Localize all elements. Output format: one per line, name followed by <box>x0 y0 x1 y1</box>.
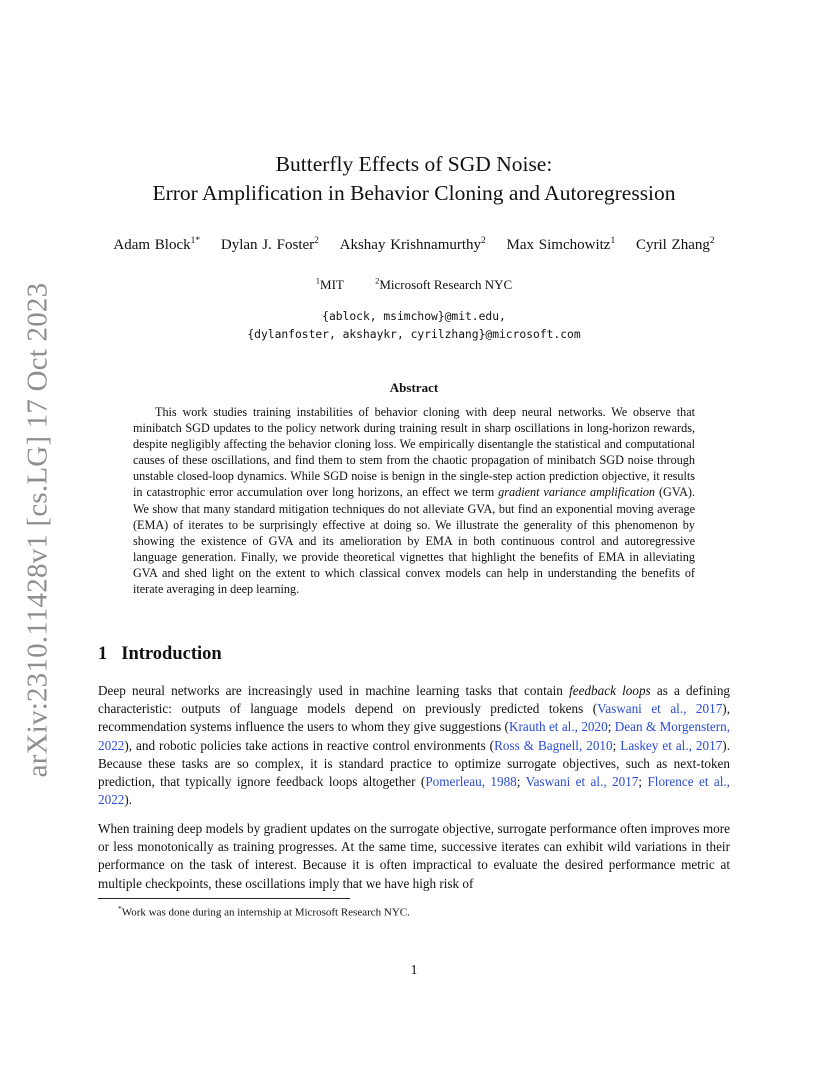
author <box>636 237 715 253</box>
intro-paragraph-2: When training deep models by gradient updates on the surrogate objective, surrogate performance often improves more or less monotonically as training progresses. At the same time, successive iterates can exhibit wild variations in their performance on the task of interest. Because it is often impractical to evaluate the desired performance metric at multiple checkpoints, these oscillations imply that we have high risk of <box>98 821 730 891</box>
affiliation-mark: 1 <box>315 276 321 286</box>
title-line-2: Error Amplification in Behavior Cloning and Autoregression <box>152 181 676 205</box>
author-name: Adam Block <box>113 237 191 253</box>
affiliation <box>375 277 512 292</box>
abstract-text <box>133 404 695 597</box>
text-segment: ; <box>612 737 621 753</box>
section-heading <box>98 644 222 665</box>
intro-paragraph-1 <box>98 682 730 809</box>
page-number: 1 <box>410 962 418 977</box>
text-segment: Deep neural networks are increasingly used in machine learning tasks that contain <box>98 683 570 698</box>
author-name: Cyril Zhang <box>635 237 710 253</box>
author-affiliation-mark: 1 <box>610 236 616 246</box>
author-affiliation-mark: 2 <box>709 236 715 246</box>
arxiv-identifier-stamp <box>12 282 64 778</box>
text-segment: ; <box>516 774 526 790</box>
author-affiliation-mark: 1* <box>190 236 201 246</box>
citation-link[interactable]: Ross & Bagnell, 2010 <box>494 737 613 753</box>
author-name: Max Simchowitz <box>506 237 611 253</box>
citation-link[interactable]: Pomerleau, 1988 <box>425 774 517 790</box>
abstract-segment: (GVA). We show that many standard mitigation techniques do not alleviate GVA, but find an exponential moving average (EMA) of iterates to be surprisingly effective at doing so. We illustrate the generality of this phenomenon by showing the existence of GVA and its amelioration by EMA in both continuous control and autoregressive language generation. Finally, we provide theoretical vignettes that highlight the benefits of EMA in alleviating GVA and shed light on the extent to which classical convex models can help in understanding the benefits of iterate averaging in deep learning. <box>133 485 695 597</box>
footnote <box>118 904 410 919</box>
author-list <box>0 236 828 254</box>
abstract-emphasis: gradient variance amplification <box>498 485 656 500</box>
text-segment: ; <box>638 774 648 790</box>
author-name: Dylan J. Foster <box>220 237 315 253</box>
footnote-text: Work was done during an internship at Microsoft Research NYC. <box>121 906 410 919</box>
author-affiliation-mark: 2 <box>314 236 319 246</box>
email-line[interactable]: {ablock, msimchow}@mit.edu, <box>322 310 506 323</box>
affiliation <box>316 277 344 292</box>
author <box>221 237 319 253</box>
author-affiliation-mark: 2 <box>481 236 486 246</box>
author-name: Akshay Krishnamurthy <box>339 237 482 253</box>
text-segment: ; <box>607 719 615 735</box>
section-number: 1 <box>98 644 108 664</box>
footnote-mark: * <box>118 904 122 913</box>
emphasis: feedback loops <box>569 683 651 698</box>
section-title: Introduction <box>121 644 222 664</box>
citation-link[interactable]: Vaswani et al., 2017 <box>525 774 639 790</box>
citation-link[interactable]: Laskey et al., 2017 <box>620 737 723 753</box>
abstract-heading: Abstract <box>389 380 439 395</box>
affiliation-mark: 2 <box>375 276 380 286</box>
email-block <box>0 308 828 344</box>
text-segment: ), and robotic policies take actions in reactive control environments ( <box>124 737 495 753</box>
title-line-1: Butterfly Effects of SGD Noise: <box>275 152 553 176</box>
abstract-segment: This work studies training instabilities of behavior cloning with deep neural networks. We observe that minibatch SGD updates to the policy network during training result in sharp oscillations in long-horizon rewards, despite negligibly affecting the behavior cloning loss. We empirically disentangle the statistical and computational causes of these oscillations, and find them to stem from the chaotic propagation of minibatch SGD noise through unstable closed-loop dynamics. While SGD noise is benign in the single-step action prediction objective, it results in catastrophic error accumulation over long horizons, an effect we term <box>133 405 695 500</box>
text-segment: ). Because these tasks are so complex, it is standard practice to optimize surrogate objectives, such as next-token prediction, that typically ignore feedback loops altogether ( <box>98 737 730 790</box>
citation-link[interactable]: Dean & Morgenstern, 2022 <box>98 719 731 753</box>
footnote-divider <box>98 898 350 899</box>
paper-title <box>0 150 828 208</box>
author <box>113 237 200 253</box>
affiliation-list <box>0 276 828 293</box>
citation-link[interactable]: Vaswani et al., 2017 <box>597 701 723 717</box>
author <box>507 237 616 253</box>
email-line[interactable]: {dylanfoster, akshaykr, cyrilzhang}@microsoft.com <box>247 328 581 341</box>
text-segment: as a defining characteristic: outputs of language models depend on previously predicted tokens ( <box>98 683 731 717</box>
affiliation-name: Microsoft Research NYC <box>379 277 513 293</box>
text-segment: ), recommendation systems influence the users to whom they give suggestions ( <box>98 701 730 735</box>
citation-link[interactable]: Florence et al., 2022 <box>98 774 730 808</box>
citation-link[interactable]: Krauth et al., 2020 <box>508 719 608 735</box>
affiliation-name: MIT <box>320 277 344 293</box>
arxiv-id-text: arXiv:2310.11428v1 [cs.LG] 17 Oct 2023 <box>21 282 54 778</box>
text-segment: ). <box>124 792 133 808</box>
author <box>340 237 486 253</box>
